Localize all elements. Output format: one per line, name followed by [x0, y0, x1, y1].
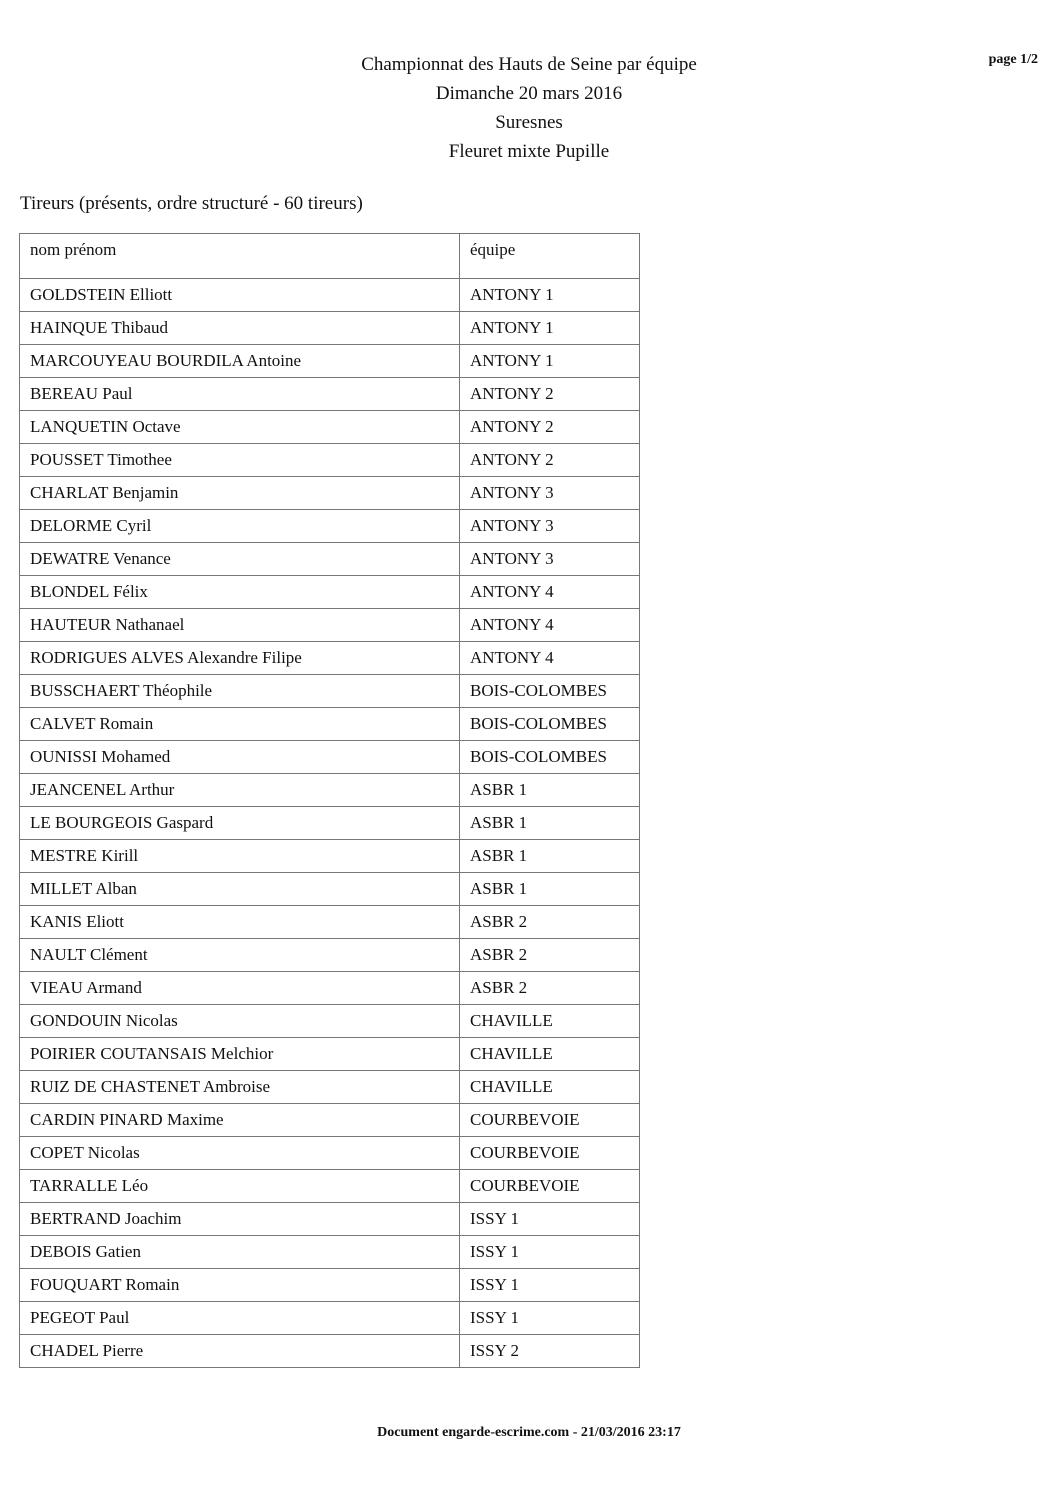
column-header-name: nom prénom [20, 234, 460, 279]
fencer-team-cell: ANTONY 2 [460, 378, 640, 411]
fencer-name-cell: DEWATRE Venance [20, 543, 460, 576]
fencer-team-cell: CHAVILLE [460, 1005, 640, 1038]
fencer-name-cell: RODRIGUES ALVES Alexandre Filipe [20, 642, 460, 675]
fencer-name-cell: OUNISSI Mohamed [20, 741, 460, 774]
table-row [20, 1203, 640, 1236]
fencer-team-cell: ISSY 1 [460, 1203, 640, 1236]
fencer-team-cell: COURBEVOIE [460, 1104, 640, 1137]
table-row [20, 543, 640, 576]
fencers-table [19, 233, 640, 1368]
table-row [20, 1269, 640, 1302]
table-row [20, 477, 640, 510]
section-title: Tireurs (présents, ordre structuré - 60 tireurs) [20, 193, 363, 214]
fencer-team-cell: ASBR 1 [460, 807, 640, 840]
table-row [20, 609, 640, 642]
fencer-name-cell: GONDOUIN Nicolas [20, 1005, 460, 1038]
fencer-name-cell: JEANCENEL Arthur [20, 774, 460, 807]
table-row [20, 642, 640, 675]
table-row [20, 1005, 640, 1038]
fencer-name-cell: CHARLAT Benjamin [20, 477, 460, 510]
fencer-name-cell: BUSSCHAERT Théophile [20, 675, 460, 708]
fencer-name-cell: MESTRE Kirill [20, 840, 460, 873]
table-row [20, 873, 640, 906]
fencer-team-cell: ANTONY 3 [460, 543, 640, 576]
table-row [20, 675, 640, 708]
table-row [20, 378, 640, 411]
fencer-team-cell: ANTONY 1 [460, 345, 640, 378]
table-row [20, 774, 640, 807]
fencer-name-cell: FOUQUART Romain [20, 1269, 460, 1302]
competition-date: Dimanche 20 mars 2016 [435, 83, 623, 104]
fencer-name-cell: POIRIER COUTANSAIS Melchior [20, 1038, 460, 1071]
fencer-team-cell: COURBEVOIE [460, 1170, 640, 1203]
table-row [20, 840, 640, 873]
table-body [20, 279, 640, 1368]
fencer-name-cell: MILLET Alban [20, 873, 460, 906]
fencer-team-cell: ASBR 2 [460, 972, 640, 1005]
fencer-name-cell: COPET Nicolas [20, 1137, 460, 1170]
fencer-name-cell: PEGEOT Paul [20, 1302, 460, 1335]
fencer-team-cell: BOIS-COLOMBES [460, 675, 640, 708]
competition-location: Suresnes [495, 112, 563, 133]
table-row [20, 1137, 640, 1170]
fencer-team-cell: ISSY 1 [460, 1236, 640, 1269]
fencer-team-cell: ASBR 2 [460, 906, 640, 939]
page-number: page 1/2 [988, 52, 1038, 67]
fencer-name-cell: HAUTEUR Nathanael [20, 609, 460, 642]
fencer-team-cell: ANTONY 3 [460, 510, 640, 543]
document-footer: Document engarde-escrime.com - 21/03/2016 23:17 [377, 1425, 681, 1440]
table-header-row [20, 234, 640, 279]
table-row [20, 1302, 640, 1335]
fencer-team-cell: ANTONY 4 [460, 609, 640, 642]
fencer-team-cell: ASBR 1 [460, 873, 640, 906]
fencer-team-cell: BOIS-COLOMBES [460, 741, 640, 774]
fencer-name-cell: CARDIN PINARD Maxime [20, 1104, 460, 1137]
fencer-team-cell: ANTONY 4 [460, 576, 640, 609]
competition-title: Championnat des Hauts de Seine par équipe [361, 54, 697, 75]
fencer-team-cell: ISSY 2 [460, 1335, 640, 1368]
fencer-team-cell: ANTONY 2 [460, 444, 640, 477]
table-row [20, 807, 640, 840]
table-row [20, 576, 640, 609]
table-row [20, 345, 640, 378]
fencer-team-cell: BOIS-COLOMBES [460, 708, 640, 741]
fencer-name-cell: POUSSET Timothee [20, 444, 460, 477]
fencer-name-cell: BEREAU Paul [20, 378, 460, 411]
table-row [20, 939, 640, 972]
table-row [20, 1236, 640, 1269]
table-row [20, 972, 640, 1005]
table-row [20, 1170, 640, 1203]
table-row [20, 279, 640, 312]
table-row [20, 1071, 640, 1104]
table-row [20, 510, 640, 543]
fencer-name-cell: CALVET Romain [20, 708, 460, 741]
fencer-name-cell: CHADEL Pierre [20, 1335, 460, 1368]
fencer-name-cell: BLONDEL Félix [20, 576, 460, 609]
fencer-name-cell: LANQUETIN Octave [20, 411, 460, 444]
fencer-name-cell: DEBOIS Gatien [20, 1236, 460, 1269]
column-header-team: équipe [460, 234, 640, 279]
fencer-name-cell: HAINQUE Thibaud [20, 312, 460, 345]
fencer-name-cell: BERTRAND Joachim [20, 1203, 460, 1236]
fencer-team-cell: ANTONY 2 [460, 411, 640, 444]
fencer-name-cell: NAULT Clément [20, 939, 460, 972]
fencer-team-cell: ISSY 1 [460, 1269, 640, 1302]
fencer-team-cell: ANTONY 1 [460, 312, 640, 345]
fencer-team-cell: CHAVILLE [460, 1071, 640, 1104]
table-row [20, 906, 640, 939]
fencer-team-cell: ANTONY 4 [460, 642, 640, 675]
fencer-team-cell: ANTONY 1 [460, 279, 640, 312]
table-row [20, 1104, 640, 1137]
table-row [20, 708, 640, 741]
table-row [20, 1335, 640, 1368]
table-row [20, 444, 640, 477]
fencer-team-cell: COURBEVOIE [460, 1137, 640, 1170]
fencer-team-cell: ASBR 1 [460, 840, 640, 873]
fencer-team-cell: CHAVILLE [460, 1038, 640, 1071]
fencer-name-cell: TARRALLE Léo [20, 1170, 460, 1203]
table-row [20, 1038, 640, 1071]
fencer-name-cell: MARCOUYEAU BOURDILA Antoine [20, 345, 460, 378]
table-row [20, 741, 640, 774]
table-row [20, 411, 640, 444]
fencer-team-cell: ANTONY 3 [460, 477, 640, 510]
fencer-team-cell: ASBR 1 [460, 774, 640, 807]
fencer-name-cell: RUIZ DE CHASTENET Ambroise [20, 1071, 460, 1104]
fencer-name-cell: LE BOURGEOIS Gaspard [20, 807, 460, 840]
fencer-team-cell: ISSY 1 [460, 1302, 640, 1335]
competition-category: Fleuret mixte Pupille [448, 141, 610, 162]
fencer-name-cell: GOLDSTEIN Elliott [20, 279, 460, 312]
document-header [0, 50, 1058, 166]
table-row [20, 312, 640, 345]
fencer-name-cell: VIEAU Armand [20, 972, 460, 1005]
fencer-name-cell: DELORME Cyril [20, 510, 460, 543]
fencer-team-cell: ASBR 2 [460, 939, 640, 972]
fencer-name-cell: KANIS Eliott [20, 906, 460, 939]
